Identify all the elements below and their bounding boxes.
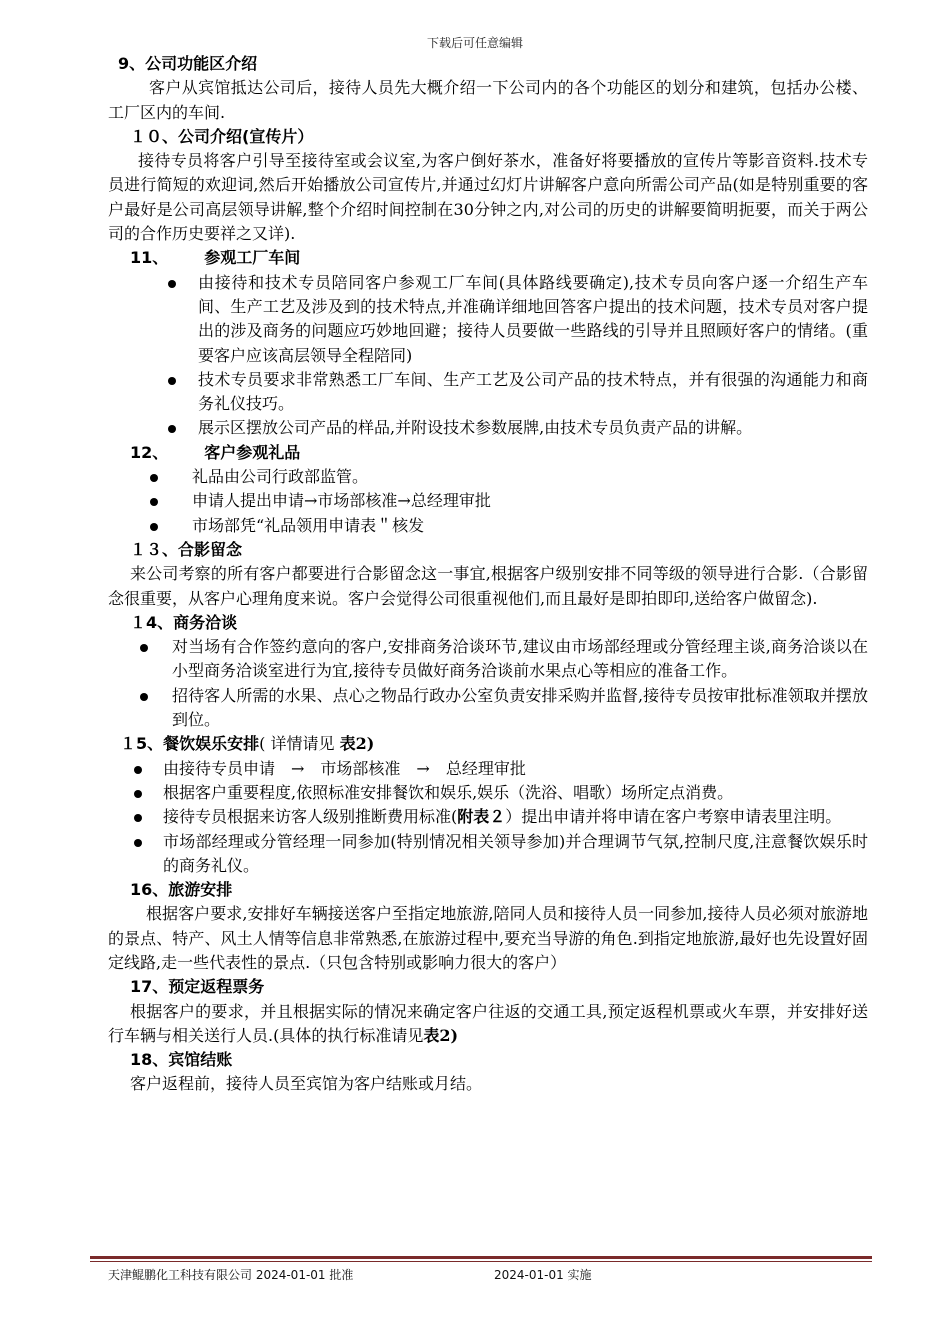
list-item: 申请人提出申请→市场部核准→总经理审批 xyxy=(108,489,868,513)
bullet-icon xyxy=(168,280,176,288)
bullet-icon xyxy=(150,498,158,506)
list-item: 技术专员要求非常熟悉工厂车间、生产工艺及公司产品的技术特点，并有很强的沟通能力和商务礼仪技巧。 xyxy=(108,368,868,417)
footer-divider-thick xyxy=(90,1256,872,1259)
bullet-icon xyxy=(134,839,142,847)
section-14-title: １4、商务洽谈 xyxy=(130,612,238,632)
bullet-icon xyxy=(134,814,142,822)
section-17-body: 根据客户的要求，并且根据实际的情况来确定客户往返的交通工具,预定返程机票或火车票，并安排好送行车辆与相关送行人员.(具体的执行标准请见表2) xyxy=(108,1001,868,1045)
list-item: 接待专员根据来访客人级别推断费用标准(附表２）提出申请并将申请在客户考察申请表里注明。 xyxy=(108,805,868,829)
section-11-heading xyxy=(130,246,868,270)
section-9-body: 客户从宾馆抵达公司后，接待人员先大概介绍一下公司内的各个功能区的划分和建筑，包括办公楼、工厂区内的车间. xyxy=(108,78,868,122)
section-10-body: 接待专员将客户引导至接待室或会议室,为客户倒好茶水，准备好将要播放的宣传片等影音资料.技术专员进行简短的欢迎词,然后开始播放公司宣传片,并通过幻灯片讲解客户意向所需公司产品(如是特别重要的客户最好是公司高层领导讲解,整个介绍时间控制在30分钟之内,对公司的历史的讲解要简明扼要，而关于两公司的合作历史要祥之又详). xyxy=(108,151,868,244)
section-15-table-ref: 表2) xyxy=(339,734,375,754)
section-11-title: 参观工厂车间 xyxy=(204,248,301,268)
bullet-icon xyxy=(150,523,158,531)
bullet-icon xyxy=(140,693,148,701)
section-15-title-tail: ( 详情请见 xyxy=(259,734,340,754)
list-item: 市场部凭“礼品领用申请表＂核发 xyxy=(108,514,868,538)
bullet-icon xyxy=(134,766,142,774)
section-12-number: 12、 xyxy=(130,442,169,462)
bullet-icon xyxy=(150,474,158,482)
section-18-title: 18、宾馆结账 xyxy=(130,1050,233,1070)
appendix-table-ref: 附表２ xyxy=(457,807,506,827)
list-item: 展示区摆放公司产品的样品,并附设技术参数展牌,由技术专员负责产品的讲解。 xyxy=(108,416,868,440)
list-item: 由接待专员申请 → 市场部核准 → 总经理审批 xyxy=(108,757,868,781)
bullet-icon xyxy=(134,790,142,798)
section-9-title: 9、公司功能区介绍 xyxy=(118,54,258,73)
list-item: 根据客户重要程度,依照标准安排餐饮和娱乐,娱乐（洗浴、唱歌）场所定点消费。 xyxy=(108,781,868,805)
list-item: 对当场有合作签约意向的客户,安排商务洽谈环节,建议由市场部经理或分管经理主谈,商务洽谈以在小型商务洽谈室进行为宜,接待专员做好商务洽谈前水果点心等相应的准备工作。 xyxy=(108,635,868,684)
section-16-title: 16、旅游安排 xyxy=(130,880,233,900)
list-item: 由接待和技术专员陪同客户参观工厂车间(具体路线要确定),技术专员向客户逐一介绍生产车间、生产工艺及涉及到的技术特点,并准确详细地回答客户提出的技术问题，技术专员对客户提出的涉及商务的问题应巧妙地回避；接待人员要做一些路线的引导并且照顾好客户的情绪。(重要客户应该高层领导全程陪同) xyxy=(108,271,868,368)
list-item: 市场部经理或分管经理一同参加(特别情况相关领导参加)并合理调节气氛,控制尺度,注意餐饮娱乐时的商务礼仪。 xyxy=(108,830,868,879)
section-13-title: １３、合影留念 xyxy=(130,539,243,559)
footer-approval: 天津鲲鹏化工科技有限公司 2024-01-01 批准 xyxy=(108,1268,354,1282)
section-12-title: 客户参观礼品 xyxy=(204,442,301,462)
bullet-icon xyxy=(168,377,176,385)
bullet-icon xyxy=(168,425,176,433)
document-body xyxy=(108,52,868,1097)
section-18-body: 客户返程前，接待人员至宾馆为客户结账或月结。 xyxy=(130,1074,483,1094)
section-13-body: 来公司考察的所有客户都要进行合影留念这一事宜,根据客户级别安排不同等级的领导进行合影.（合影留念很重要，从客户心理角度来说。客户会觉得公司很重视他们,而且最好是即拍即印,送给客户做留念). xyxy=(108,564,868,608)
footer-divider-thin xyxy=(90,1261,872,1262)
list-item: 礼品由公司行政部监管。 xyxy=(108,465,868,489)
footer-effective: 2024-01-01 实施 xyxy=(494,1268,592,1282)
bullet-icon xyxy=(140,644,148,652)
section-12-heading xyxy=(130,441,868,465)
footer xyxy=(90,1266,872,1286)
section-16-body: 根据客户要求,安排好车辆接送客户至指定地旅游,陪同人员和接待人员一同参加,接待人员必须对旅游地的景点、特产、风土人情等信息非常熟悉,在旅游过程中,要充当导游的角色.到指定地旅游,最好也先设置好固定线路,走一些代表性的景点.（只包含特别或影响力很大的客户） xyxy=(108,904,868,972)
list-item: 招待客人所需的水果、点心之物品行政办公室负责安排采购并监督,接待专员按审批标准领取并摆放到位。 xyxy=(108,684,868,733)
section-15-heading xyxy=(120,732,868,756)
section-17-table-ref: 表2) xyxy=(423,1025,459,1045)
section-15-title: １5、餐饮娱乐安排 xyxy=(120,734,260,754)
section-11-number: 11、 xyxy=(130,248,169,268)
section-10-title: １０、公司介绍(宣传片） xyxy=(130,126,314,146)
section-17-title: 17、预定返程票务 xyxy=(130,977,265,997)
header-note: 下载后可任意编辑 xyxy=(426,36,523,50)
